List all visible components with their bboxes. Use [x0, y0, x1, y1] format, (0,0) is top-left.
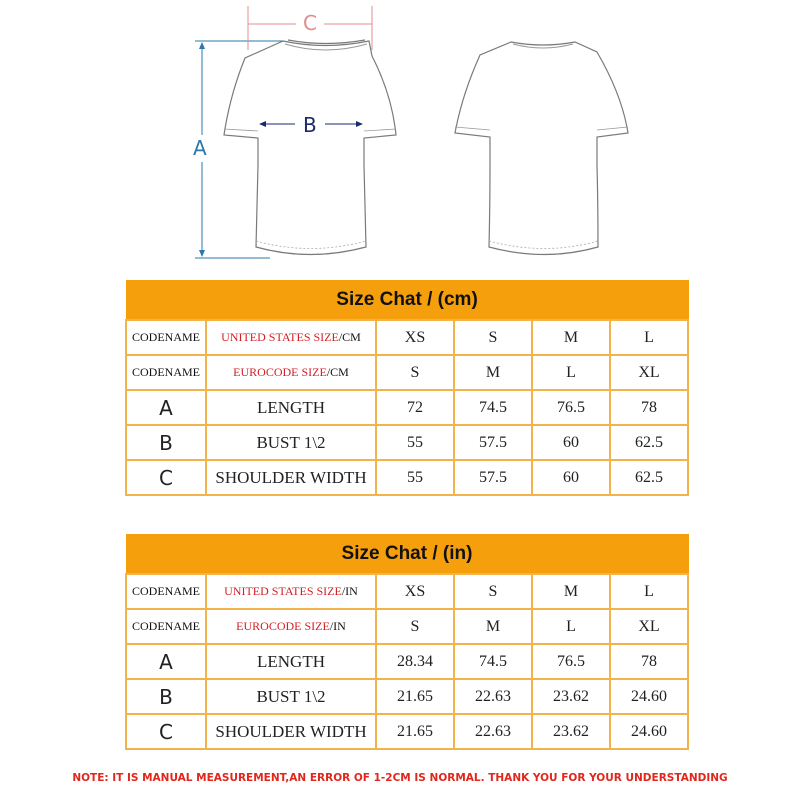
- value-cell: 22.63: [454, 679, 532, 714]
- row-label: BUST 1\2: [206, 679, 376, 714]
- size-cell: S: [376, 355, 454, 390]
- back-shirt-icon: [455, 42, 628, 255]
- value-cell: 60: [532, 460, 610, 495]
- size-cell: XL: [610, 609, 688, 644]
- row-letter: A: [126, 644, 206, 679]
- codename-cell: CODENAME: [126, 320, 206, 355]
- row-label: SHOULDER WIDTH: [206, 714, 376, 749]
- size-cell: M: [532, 320, 610, 355]
- us-size-label: UNITED STATES SIZE/CM: [206, 320, 376, 355]
- row-letter: A: [126, 390, 206, 425]
- codename-cell: CODENAME: [126, 609, 206, 644]
- us-size-label: UNITED STATES SIZE/IN: [206, 574, 376, 609]
- table-row: [126, 609, 688, 644]
- size-cell: XL: [610, 355, 688, 390]
- table-row: [126, 574, 688, 609]
- row-label: SHOULDER WIDTH: [206, 460, 376, 495]
- value-cell: 21.65: [376, 679, 454, 714]
- row-letter: B: [126, 425, 206, 460]
- value-cell: 78: [610, 644, 688, 679]
- size-table-in: [125, 534, 689, 750]
- row-letter: C: [126, 714, 206, 749]
- value-cell: 23.62: [532, 714, 610, 749]
- size-table-cm: [125, 280, 689, 496]
- value-cell: 78: [610, 390, 688, 425]
- table-row: [126, 390, 688, 425]
- codename-cell: CODENAME: [126, 355, 206, 390]
- eu-size-label: EUROCODE SIZE/CM: [206, 355, 376, 390]
- tshirt-diagram: [0, 0, 800, 270]
- value-cell: 74.5: [454, 644, 532, 679]
- size-cell: S: [376, 609, 454, 644]
- size-cell: M: [454, 355, 532, 390]
- value-cell: 57.5: [454, 460, 532, 495]
- size-cell: L: [610, 320, 688, 355]
- measurement-note: NOTE: IT IS MANUAL MEASUREMENT,AN ERROR OF 1-2CM IS NORMAL. THANK YOU FOR YOUR UNDERSTANDING: [72, 772, 728, 784]
- value-cell: 24.60: [610, 679, 688, 714]
- row-label: BUST 1\2: [206, 425, 376, 460]
- table-row: [126, 679, 688, 714]
- table-row: [126, 355, 688, 390]
- size-cell: XS: [376, 320, 454, 355]
- codename-cell: CODENAME: [126, 574, 206, 609]
- value-cell: 72: [376, 390, 454, 425]
- value-cell: 23.62: [532, 679, 610, 714]
- value-cell: 76.5: [532, 390, 610, 425]
- size-cell: S: [454, 574, 532, 609]
- value-cell: 24.60: [610, 714, 688, 749]
- value-cell: 62.5: [610, 460, 688, 495]
- value-cell: 74.5: [454, 390, 532, 425]
- tshirt-illustration: [0, 0, 800, 270]
- value-cell: 22.63: [454, 714, 532, 749]
- size-cell: XS: [376, 574, 454, 609]
- value-cell: 28.34: [376, 644, 454, 679]
- row-letter: C: [126, 460, 206, 495]
- value-cell: 57.5: [454, 425, 532, 460]
- table-row: [126, 425, 688, 460]
- label-a: A: [193, 136, 207, 160]
- eu-size-label: EUROCODE SIZE/IN: [206, 609, 376, 644]
- value-cell: 62.5: [610, 425, 688, 460]
- value-cell: 21.65: [376, 714, 454, 749]
- value-cell: 55: [376, 425, 454, 460]
- size-cell: L: [610, 574, 688, 609]
- label-c: C: [303, 11, 317, 35]
- row-label: LENGTH: [206, 390, 376, 425]
- value-cell: 76.5: [532, 644, 610, 679]
- table-row: [126, 320, 688, 355]
- table-title: Size Chat / (in): [126, 535, 688, 575]
- size-cell: L: [532, 355, 610, 390]
- table-row: [126, 460, 688, 495]
- value-cell: 60: [532, 425, 610, 460]
- size-cell: M: [532, 574, 610, 609]
- table-title: Size Chat / (cm): [126, 281, 688, 321]
- front-shirt-icon: [224, 40, 396, 255]
- row-label: LENGTH: [206, 644, 376, 679]
- size-cell: L: [532, 609, 610, 644]
- table-row: [126, 714, 688, 749]
- label-b: B: [303, 113, 317, 137]
- table-row: [126, 644, 688, 679]
- size-cell: M: [454, 609, 532, 644]
- value-cell: 55: [376, 460, 454, 495]
- size-cell: S: [454, 320, 532, 355]
- row-letter: B: [126, 679, 206, 714]
